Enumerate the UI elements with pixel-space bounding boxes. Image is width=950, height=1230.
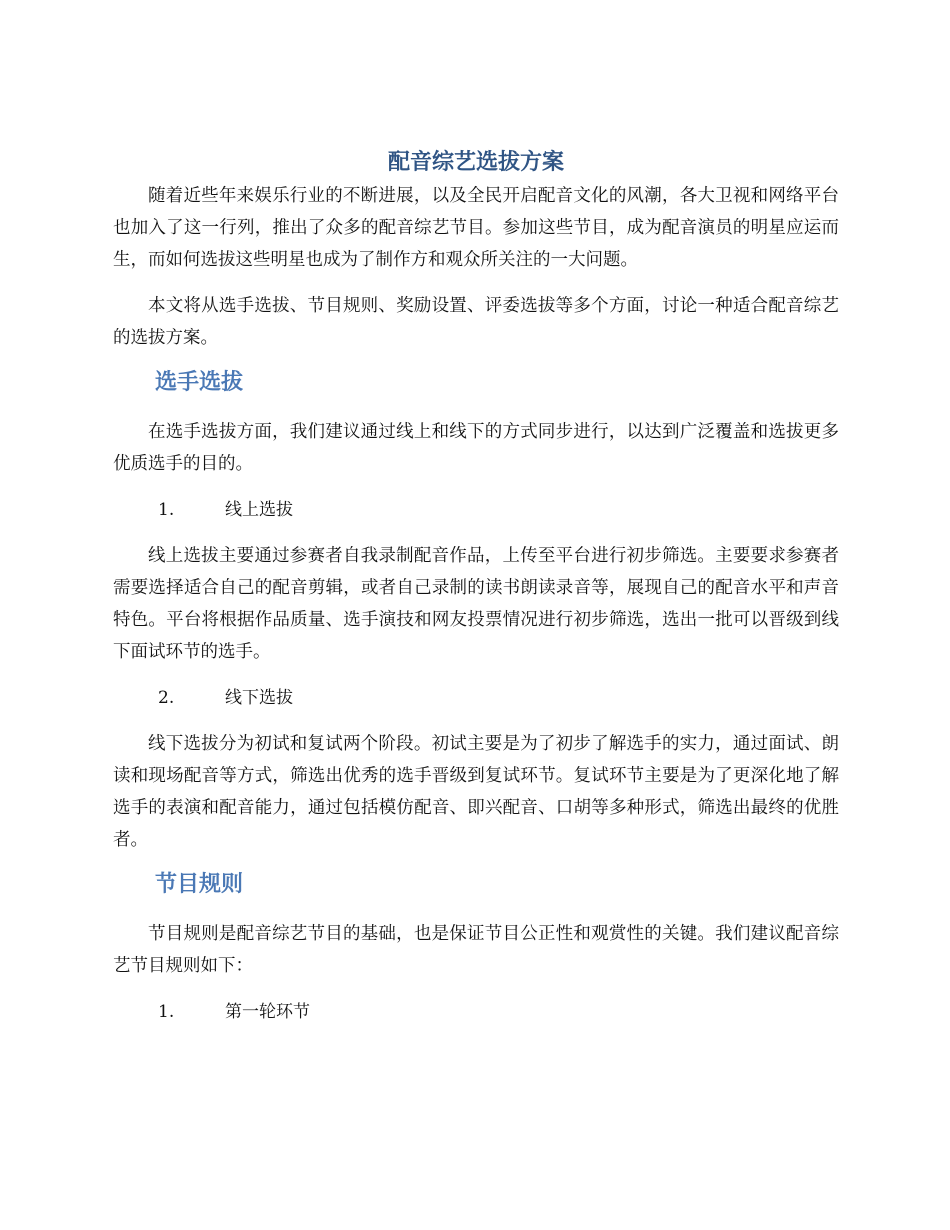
list-label: 线上选拔: [225, 500, 293, 520]
intro-paragraph-2: 本文将从选手选拔、节目规则、奖励设置、评委选拔等多个方面，讨论一种适合配音综艺的选拔方案。: [113, 296, 839, 348]
list-number: 1.: [158, 1002, 175, 1022]
list-label: 第一轮环节: [225, 1002, 310, 1022]
list-label: 线下选拔: [225, 688, 293, 708]
document-body: [113, 146, 839, 1028]
online-selection-paragraph: 线上选拔主要通过参赛者自我录制配音作品，上传至平台进行初步筛选。主要要求参赛者需要选择适合自己的配音剪辑，或者自己录制的读书朗读录音等，展现自己的配音水平和声音特色。平台将根据作品质量、选手演技和网友投票情况进行初步筛选，选出一批可以晋级到线下面试环节的选手。: [113, 546, 839, 662]
section-heading-program-rules: 节目规则: [155, 872, 244, 897]
list-number: 1.: [158, 500, 175, 520]
list-item-first-round: [113, 996, 839, 1028]
list-item-offline-selection: [113, 682, 839, 714]
offline-selection-paragraph: 线下选拔分为初试和复试两个阶段。初试主要是为了初步了解选手的实力，通过面试、朗读和现场配音等方式，筛选出优秀的选手晋级到复试环节。复试环节主要是为了更深化地了解选手的表演和配音能力，通过包括模仿配音、即兴配音、口胡等多种形式，筛选出最终的优胜者。: [113, 734, 839, 850]
document-title: 配音综艺选拔方案: [387, 150, 564, 175]
list-number: 2.: [158, 688, 175, 708]
section-heading-contestant-selection: 选手选拔: [155, 370, 244, 395]
section-intro-program-rules: 节目规则是配音综艺节目的基础，也是保证节目公正性和观赏性的关键。我们建议配音综艺节目规则如下：: [113, 924, 839, 976]
intro-paragraph-1: 随着近些年来娱乐行业的不断进展，以及全民开启配音文化的风潮，各大卫视和网络平台也加入了这一行列，推出了众多的配音综艺节目。参加这些节目，成为配音演员的明星应运而生，而如何选拔这些明星也成为了制作方和观众所关注的一大问题。: [113, 186, 839, 270]
section-intro-contestant-selection: 在选手选拔方面，我们建议通过线上和线下的方式同步进行，以达到广泛覆盖和选拔更多优质选手的目的。: [113, 422, 839, 474]
list-item-online-selection: [113, 494, 839, 526]
